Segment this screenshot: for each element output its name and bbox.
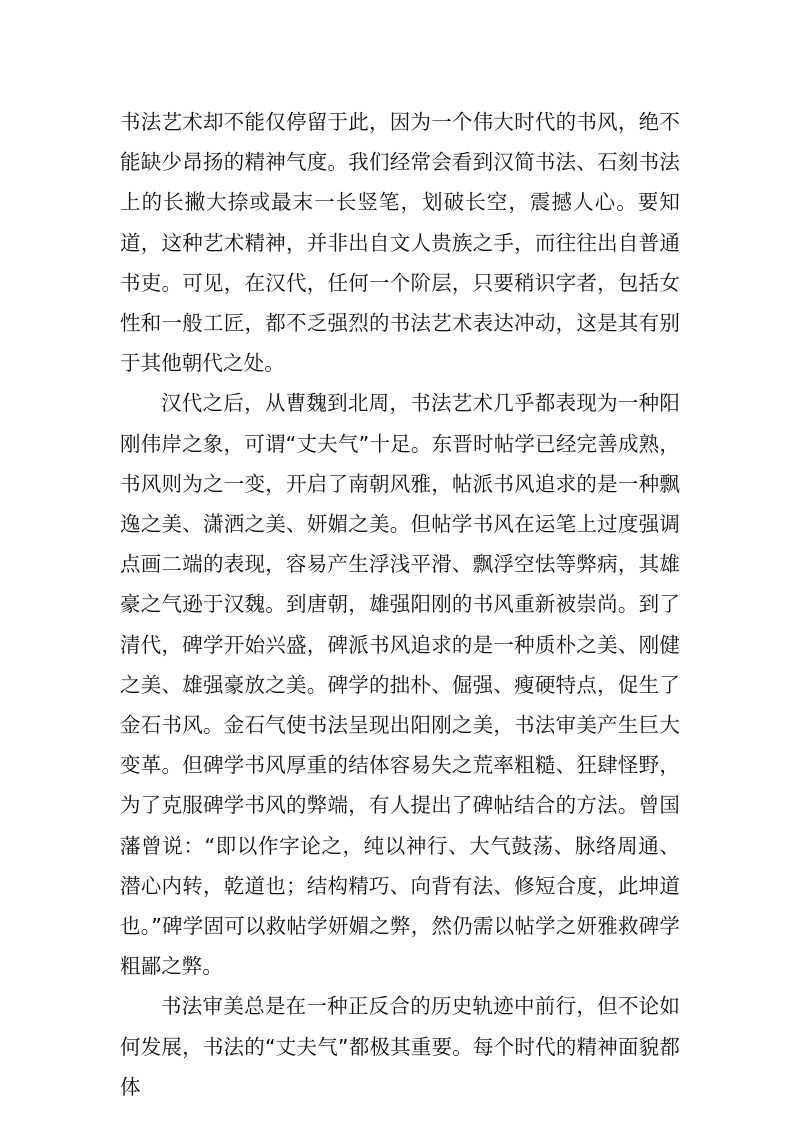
paragraph-3: 书法审美总是在一种正反合的历史轨迹中前行，但不论如何发展，书法的“丈夫气”都极其重要。每个时代的精神面貌都体 (120, 994, 680, 1099)
paragraph-2: 汉代之后，从曹魏到北周，书法艺术几乎都表现为一种阳刚伟岸之象，可谓“丈夫气”十足。东晋时帖学已经完善成熟，书风则为之一变，开启了南朝风雅，帖派书风追求的是一种飘逸之美、潇洒之美、妍媚之美。但帖学书风在运笔上过度强调点画二端的表现，容易产生浮浅平滑、飘浮空怯等弊病，其雄豪之气逊于汉魏。到唐朝，雄强阳刚的书风重新被崇尚。到了清代，碑学开始兴盛，碑派书风追求的是一种质朴之美、刚健之美、雄强豪放之美。碑学的拙朴、倔强、瘦硬特点，促生了金石书风。金石气使书法呈现出阳刚之美，书法审美产生巨大变革。但碑学书风厚重的结体容易失之荒率粗糙、狂肆怪野，为了克服碑学书风的弊端，有人提出了碑帖结合的方法。曾国藩曾说：“即以作字论之，纯以神行、大气鼓荡、脉络周通、潜心内转，乾道也；结构精巧、向背有法、修短合度，此坤道也。”碑学固可以救帖学妍媚之弊，然仍需以帖学之妍雅救碑学粗鄙之弊。 (120, 391, 680, 979)
paragraph-1: 书法艺术却不能仅停留于此，因为一个伟大时代的书风，绝不能缺少昂扬的精神气度。我们经常会看到汉简书法、石刻书法上的长撇大捺或最末一长竖笔，划破长空，震撼人心。要知道，这种艺术精神，并非出自文人贵族之手，而往往出自普通书吏。可见，在汉代，任何一个阶层，只要稍识字者，包括女性和一般工匠，都不乏强烈的书法艺术表达冲动，这是其有别于其他朝代之处。 (120, 110, 680, 376)
body-text (120, 102, 680, 1107)
